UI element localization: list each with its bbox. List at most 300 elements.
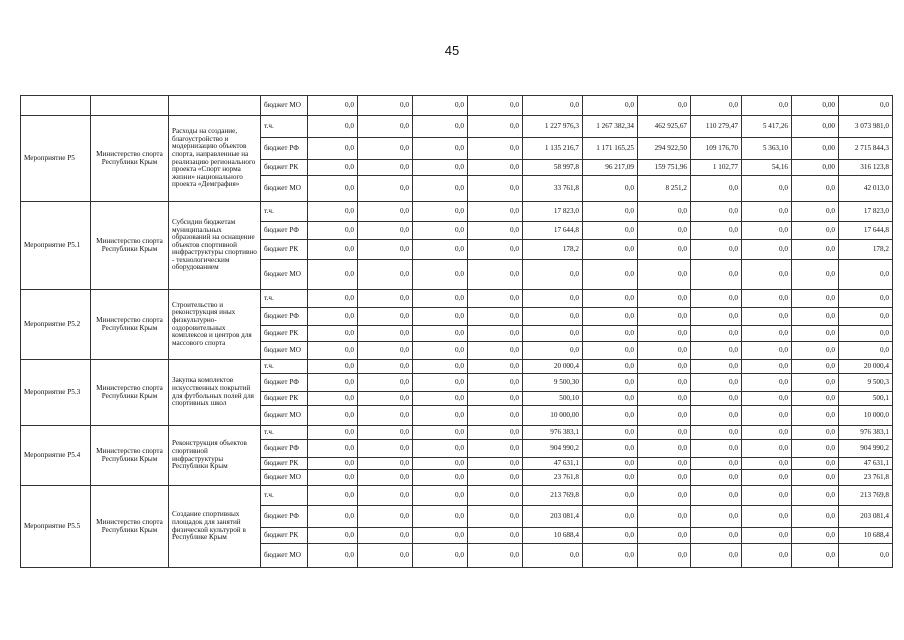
value-cell: 0,0 [468, 326, 523, 342]
value-cell: 0,0 [792, 506, 839, 528]
executor-name: Министерство спорта Республики Крым [91, 360, 169, 426]
value-cell: 213 769,8 [523, 486, 583, 506]
value-cell: 0,0 [742, 222, 792, 240]
measure-description: Закупка комплектов искусственных покрытий для футбольных полей для спортивных школ [169, 360, 261, 426]
value-cell: 316 123,8 [839, 160, 893, 176]
value-cell: 0,0 [583, 506, 638, 528]
value-cell: 0,0 [358, 374, 413, 392]
budget-table [20, 95, 893, 568]
value-cell: 0,0 [413, 360, 468, 374]
value-cell: 0,0 [583, 176, 638, 202]
funding-source: бюджет МО [261, 96, 308, 116]
value-cell: 0,0 [413, 486, 468, 506]
value-cell: 0,0 [468, 470, 523, 486]
value-cell: 0,0 [691, 240, 742, 260]
value-cell: 203 081,4 [523, 506, 583, 528]
value-cell: 0,0 [691, 360, 742, 374]
value-cell: 0,0 [468, 528, 523, 544]
value-cell: 5 417,26 [742, 116, 792, 138]
value-cell: 47 631,1 [839, 458, 893, 470]
value-cell: 0,0 [691, 326, 742, 342]
value-cell: 0,0 [358, 406, 413, 426]
funding-source: бюджет МО [261, 544, 308, 568]
value-cell: 42 013,0 [839, 176, 893, 202]
value-cell: 0,0 [792, 470, 839, 486]
value-cell: 0,0 [413, 260, 468, 290]
value-cell: 0,00 [792, 116, 839, 138]
measure-description: Реконструкция объектов спортивной инфраструктуры Республики Крым [169, 426, 261, 486]
value-cell: 0,0 [742, 342, 792, 360]
value-cell: 0,0 [358, 326, 413, 342]
value-cell: 0,0 [742, 470, 792, 486]
value-cell: 0,0 [691, 260, 742, 290]
value-cell: 0,0 [792, 360, 839, 374]
value-cell: 500,10 [523, 392, 583, 406]
value-cell: 0,0 [358, 160, 413, 176]
funding-source: бюджет РК [261, 392, 308, 406]
funding-source: бюджет РК [261, 458, 308, 470]
value-cell: 0,0 [308, 342, 358, 360]
table-row [21, 426, 893, 440]
value-cell: 0,0 [413, 290, 468, 308]
value-cell: 0,0 [583, 486, 638, 506]
value-cell: 0,0 [468, 160, 523, 176]
value-cell: 10 688,4 [839, 528, 893, 544]
value-cell: 0,0 [792, 426, 839, 440]
value-cell: 0,0 [413, 160, 468, 176]
value-cell: 0,0 [583, 202, 638, 222]
value-cell: 0,0 [468, 96, 523, 116]
value-cell: 0,0 [638, 406, 691, 426]
value-cell: 0,0 [308, 138, 358, 160]
executor-name: Министерство спорта Республики Крым [91, 116, 169, 202]
value-cell: 0,0 [583, 96, 638, 116]
executor-name: Министерство спорта Республики Крым [91, 486, 169, 568]
value-cell: 0,0 [792, 260, 839, 290]
table-row [21, 360, 893, 374]
value-cell: 0,0 [583, 426, 638, 440]
measure-name: Мероприятие Р5 [21, 116, 91, 202]
value-cell: 0,0 [742, 240, 792, 260]
value-cell: 0,0 [468, 440, 523, 458]
funding-source: бюджет МО [261, 406, 308, 426]
value-cell: 0,0 [413, 528, 468, 544]
value-cell: 0,0 [691, 342, 742, 360]
value-cell: 0,0 [308, 202, 358, 222]
value-cell: 0,0 [742, 374, 792, 392]
value-cell: 9 500,30 [523, 374, 583, 392]
value-cell: 1 227 976,3 [523, 116, 583, 138]
value-cell: 0,0 [413, 374, 468, 392]
value-cell: 159 751,96 [638, 160, 691, 176]
value-cell: 0,0 [638, 308, 691, 326]
value-cell: 0,0 [308, 96, 358, 116]
value-cell: 0,0 [308, 160, 358, 176]
value-cell: 0,0 [742, 528, 792, 544]
measure-name: Мероприятие Р5.3 [21, 360, 91, 426]
funding-source: т.ч. [261, 290, 308, 308]
value-cell: 0,0 [742, 326, 792, 342]
value-cell: 0,0 [413, 544, 468, 568]
table-row [21, 116, 893, 138]
value-cell: 0,0 [308, 374, 358, 392]
value-cell: 500,1 [839, 392, 893, 406]
value-cell: 0,0 [308, 458, 358, 470]
value-cell: 0,0 [358, 392, 413, 406]
value-cell: 0,0 [583, 528, 638, 544]
executor-name: Министерство спорта Республики Крым [91, 202, 169, 290]
measure-name: Мероприятие Р5.1 [21, 202, 91, 290]
value-cell: 0,0 [358, 342, 413, 360]
funding-source: т.ч. [261, 116, 308, 138]
value-cell: 10 000,00 [523, 406, 583, 426]
value-cell: 0,0 [358, 470, 413, 486]
value-cell: 0,0 [308, 116, 358, 138]
value-cell: 0,0 [792, 486, 839, 506]
value-cell: 0,0 [413, 308, 468, 326]
value-cell: 0,0 [691, 202, 742, 222]
table-row [21, 202, 893, 222]
value-cell: 9 500,3 [839, 374, 893, 392]
value-cell: 0,0 [742, 290, 792, 308]
value-cell: 0,0 [413, 392, 468, 406]
value-cell: 0,0 [413, 240, 468, 260]
value-cell: 0,0 [583, 360, 638, 374]
value-cell: 0,0 [413, 458, 468, 470]
value-cell: 0,0 [792, 406, 839, 426]
value-cell: 0,0 [413, 326, 468, 342]
value-cell: 0,0 [792, 240, 839, 260]
value-cell: 0,0 [308, 506, 358, 528]
value-cell: 0,0 [638, 470, 691, 486]
value-cell: 0,0 [468, 290, 523, 308]
measure-description: Субсидии бюджетам муниципальных образований на оснащение объектов спортивной инфраструктуры спортивно - технологическим оборудованием [169, 202, 261, 290]
funding-source: бюджет РФ [261, 506, 308, 528]
value-cell: 0,0 [839, 308, 893, 326]
value-cell: 0,0 [308, 308, 358, 326]
value-cell: 178,2 [839, 240, 893, 260]
value-cell: 0,0 [638, 260, 691, 290]
funding-source: бюджет МО [261, 260, 308, 290]
value-cell: 0,0 [583, 406, 638, 426]
value-cell: 0,0 [792, 290, 839, 308]
funding-source: т.ч. [261, 202, 308, 222]
executor-name: Министерство спорта Республики Крым [91, 290, 169, 360]
value-cell: 0,0 [358, 308, 413, 326]
value-cell: 1 135 216,7 [523, 138, 583, 160]
value-cell: 0,0 [583, 470, 638, 486]
page-number: 45 [444, 43, 460, 58]
value-cell: 0,0 [468, 202, 523, 222]
funding-source: бюджет РК [261, 528, 308, 544]
value-cell: 0,0 [638, 360, 691, 374]
value-cell: 0,0 [583, 440, 638, 458]
value-cell: 904 990,2 [839, 440, 893, 458]
value-cell: 0,0 [691, 426, 742, 440]
value-cell: 0,0 [638, 458, 691, 470]
value-cell: 17 823,0 [839, 202, 893, 222]
value-cell: 0,0 [413, 342, 468, 360]
value-cell: 0,0 [742, 176, 792, 202]
value-cell: 10 688,4 [523, 528, 583, 544]
table-row [21, 290, 893, 308]
value-cell: 5 363,10 [742, 138, 792, 160]
value-cell: 0,0 [583, 290, 638, 308]
value-cell: 0,0 [792, 222, 839, 240]
value-cell: 0,0 [413, 440, 468, 458]
value-cell: 0,0 [358, 96, 413, 116]
value-cell: 0,0 [638, 528, 691, 544]
value-cell: 0,0 [792, 458, 839, 470]
value-cell: 0,0 [583, 260, 638, 290]
value-cell: 0,0 [468, 360, 523, 374]
value-cell: 0,0 [792, 176, 839, 202]
value-cell: 0,0 [308, 176, 358, 202]
value-cell: 0,0 [358, 116, 413, 138]
value-cell: 213 769,8 [839, 486, 893, 506]
value-cell: 0,0 [691, 392, 742, 406]
value-cell: 0,0 [638, 506, 691, 528]
funding-source: бюджет РФ [261, 138, 308, 160]
value-cell: 1 102,77 [691, 160, 742, 176]
funding-source: бюджет РФ [261, 440, 308, 458]
value-cell: 0,0 [742, 440, 792, 458]
value-cell: 0,0 [792, 342, 839, 360]
value-cell: 0,0 [468, 240, 523, 260]
value-cell: 0,0 [638, 544, 691, 568]
value-cell: 0,0 [413, 202, 468, 222]
value-cell: 0,0 [583, 308, 638, 326]
value-cell: 0,0 [638, 486, 691, 506]
measure-description: Строительство и реконструкция иных физкультурно-оздоровительных комплексов и центров для массового спорта [169, 290, 261, 360]
value-cell: 0,0 [691, 528, 742, 544]
value-cell: 0,0 [308, 406, 358, 426]
measure-name: Мероприятие Р5.5 [21, 486, 91, 568]
value-cell: 0,0 [691, 486, 742, 506]
value-cell: 0,0 [742, 202, 792, 222]
value-cell: 0,0 [691, 176, 742, 202]
value-cell: 0,00 [792, 138, 839, 160]
value-cell: 0,0 [358, 458, 413, 470]
value-cell: 0,0 [358, 260, 413, 290]
value-cell: 20 000,4 [839, 360, 893, 374]
value-cell: 0,0 [839, 290, 893, 308]
value-cell: 0,0 [638, 326, 691, 342]
value-cell: 0,0 [413, 176, 468, 202]
value-cell: 178,2 [523, 240, 583, 260]
value-cell: 0,0 [583, 342, 638, 360]
value-cell: 0,0 [308, 260, 358, 290]
value-cell: 0,0 [308, 470, 358, 486]
value-cell: 0,0 [691, 458, 742, 470]
value-cell: 0,0 [691, 470, 742, 486]
value-cell: 20 000,4 [523, 360, 583, 374]
value-cell: 0,0 [742, 260, 792, 290]
value-cell: 33 761,8 [523, 176, 583, 202]
value-cell: 0,0 [468, 176, 523, 202]
value-cell: 0,0 [638, 222, 691, 240]
value-cell: 0,0 [308, 486, 358, 506]
value-cell: 0,0 [308, 392, 358, 406]
funding-source: бюджет МО [261, 342, 308, 360]
value-cell: 0,0 [308, 544, 358, 568]
value-cell: 0,0 [358, 176, 413, 202]
value-cell: 96 217,09 [583, 160, 638, 176]
value-cell: 0,0 [468, 406, 523, 426]
value-cell: 0,0 [792, 440, 839, 458]
value-cell: 0,0 [638, 290, 691, 308]
value-cell: 0,0 [308, 440, 358, 458]
value-cell: 0,0 [468, 222, 523, 240]
value-cell: 0,0 [691, 406, 742, 426]
value-cell: 0,0 [308, 360, 358, 374]
value-cell: 0,0 [691, 96, 742, 116]
value-cell: 0,0 [638, 240, 691, 260]
value-cell: 0,0 [638, 374, 691, 392]
value-cell: 109 176,70 [691, 138, 742, 160]
value-cell: 1 267 382,34 [583, 116, 638, 138]
measure-name: Мероприятие Р5.4 [21, 426, 91, 486]
funding-source: бюджет РФ [261, 308, 308, 326]
value-cell: 0,0 [839, 96, 893, 116]
value-cell: 203 081,4 [839, 506, 893, 528]
funding-source: бюджет МО [261, 176, 308, 202]
value-cell: 904 990,2 [523, 440, 583, 458]
executor-name: Министерство спорта Республики Крым [91, 426, 169, 486]
value-cell: 0,0 [839, 326, 893, 342]
value-cell: 0,0 [468, 392, 523, 406]
funding-source: бюджет РФ [261, 222, 308, 240]
value-cell: 8 251,2 [638, 176, 691, 202]
value-cell: 0,0 [742, 544, 792, 568]
value-cell: 0,0 [468, 374, 523, 392]
value-cell: 0,0 [839, 342, 893, 360]
value-cell: 0,0 [523, 96, 583, 116]
value-cell: 0,0 [358, 544, 413, 568]
value-cell: 0,0 [583, 374, 638, 392]
value-cell: 0,0 [413, 96, 468, 116]
value-cell: 17 644,8 [523, 222, 583, 240]
funding-source: бюджет РК [261, 160, 308, 176]
value-cell: 0,0 [742, 506, 792, 528]
value-cell: 0,0 [839, 260, 893, 290]
value-cell: 0,0 [792, 326, 839, 342]
value-cell: 0,0 [523, 544, 583, 568]
value-cell: 0,0 [413, 506, 468, 528]
value-cell: 0,0 [468, 458, 523, 470]
value-cell: 0,0 [358, 222, 413, 240]
empty-cell [21, 96, 91, 116]
value-cell: 0,0 [691, 440, 742, 458]
value-cell: 0,0 [308, 290, 358, 308]
value-cell: 0,0 [358, 426, 413, 440]
value-cell: 23 761,8 [839, 470, 893, 486]
value-cell: 0,0 [468, 138, 523, 160]
value-cell: 0,0 [468, 486, 523, 506]
value-cell: 0,0 [413, 138, 468, 160]
value-cell: 0,0 [358, 138, 413, 160]
value-cell: 54,16 [742, 160, 792, 176]
value-cell: 0,0 [742, 426, 792, 440]
value-cell: 0,0 [468, 308, 523, 326]
value-cell: 0,0 [308, 326, 358, 342]
value-cell: 462 925,67 [638, 116, 691, 138]
value-cell: 110 279,47 [691, 116, 742, 138]
value-cell: 0,0 [792, 374, 839, 392]
funding-source: бюджет МО [261, 470, 308, 486]
value-cell: 17 644,8 [839, 222, 893, 240]
value-cell: 0,0 [691, 374, 742, 392]
value-cell: 10 000,0 [839, 406, 893, 426]
value-cell: 0,0 [523, 308, 583, 326]
value-cell: 0,0 [413, 426, 468, 440]
value-cell: 17 823,0 [523, 202, 583, 222]
empty-cell [169, 96, 261, 116]
value-cell: 0,0 [691, 222, 742, 240]
funding-source: т.ч. [261, 486, 308, 506]
value-cell: 0,0 [583, 392, 638, 406]
value-cell: 0,0 [308, 240, 358, 260]
value-cell: 0,0 [742, 486, 792, 506]
value-cell: 0,0 [742, 406, 792, 426]
value-cell: 0,0 [583, 240, 638, 260]
value-cell: 0,0 [358, 360, 413, 374]
value-cell: 0,0 [691, 308, 742, 326]
value-cell: 0,0 [523, 326, 583, 342]
table-row [21, 96, 893, 116]
value-cell: 0,0 [358, 440, 413, 458]
value-cell: 0,0 [638, 202, 691, 222]
value-cell: 0,0 [358, 202, 413, 222]
value-cell: 0,0 [792, 528, 839, 544]
value-cell: 0,0 [358, 528, 413, 544]
value-cell: 0,0 [742, 458, 792, 470]
value-cell: 0,0 [691, 290, 742, 308]
funding-source: бюджет РФ [261, 374, 308, 392]
value-cell: 0,0 [792, 544, 839, 568]
funding-source: т.ч. [261, 360, 308, 374]
value-cell: 0,0 [413, 406, 468, 426]
value-cell: 0,0 [358, 240, 413, 260]
value-cell: 0,0 [638, 440, 691, 458]
funding-source: т.ч. [261, 426, 308, 440]
value-cell: 0,00 [792, 160, 839, 176]
value-cell: 0,0 [792, 202, 839, 222]
value-cell: 0,0 [583, 222, 638, 240]
value-cell: 0,0 [413, 116, 468, 138]
value-cell: 0,0 [691, 544, 742, 568]
value-cell: 0,0 [523, 290, 583, 308]
value-cell: 0,0 [691, 506, 742, 528]
value-cell: 0,0 [583, 544, 638, 568]
value-cell: 0,0 [742, 392, 792, 406]
value-cell: 0,0 [742, 96, 792, 116]
value-cell: 47 631,1 [523, 458, 583, 470]
value-cell: 0,0 [358, 290, 413, 308]
value-cell: 0,0 [468, 506, 523, 528]
value-cell: 0,0 [638, 392, 691, 406]
value-cell: 0,0 [742, 360, 792, 374]
value-cell: 0,0 [638, 342, 691, 360]
value-cell: 0,0 [792, 308, 839, 326]
value-cell: 0,0 [308, 222, 358, 240]
value-cell: 0,0 [468, 260, 523, 290]
value-cell: 0,0 [523, 260, 583, 290]
value-cell: 0,0 [792, 392, 839, 406]
value-cell: 0,0 [468, 544, 523, 568]
value-cell: 0,00 [792, 96, 839, 116]
value-cell: 0,0 [308, 528, 358, 544]
